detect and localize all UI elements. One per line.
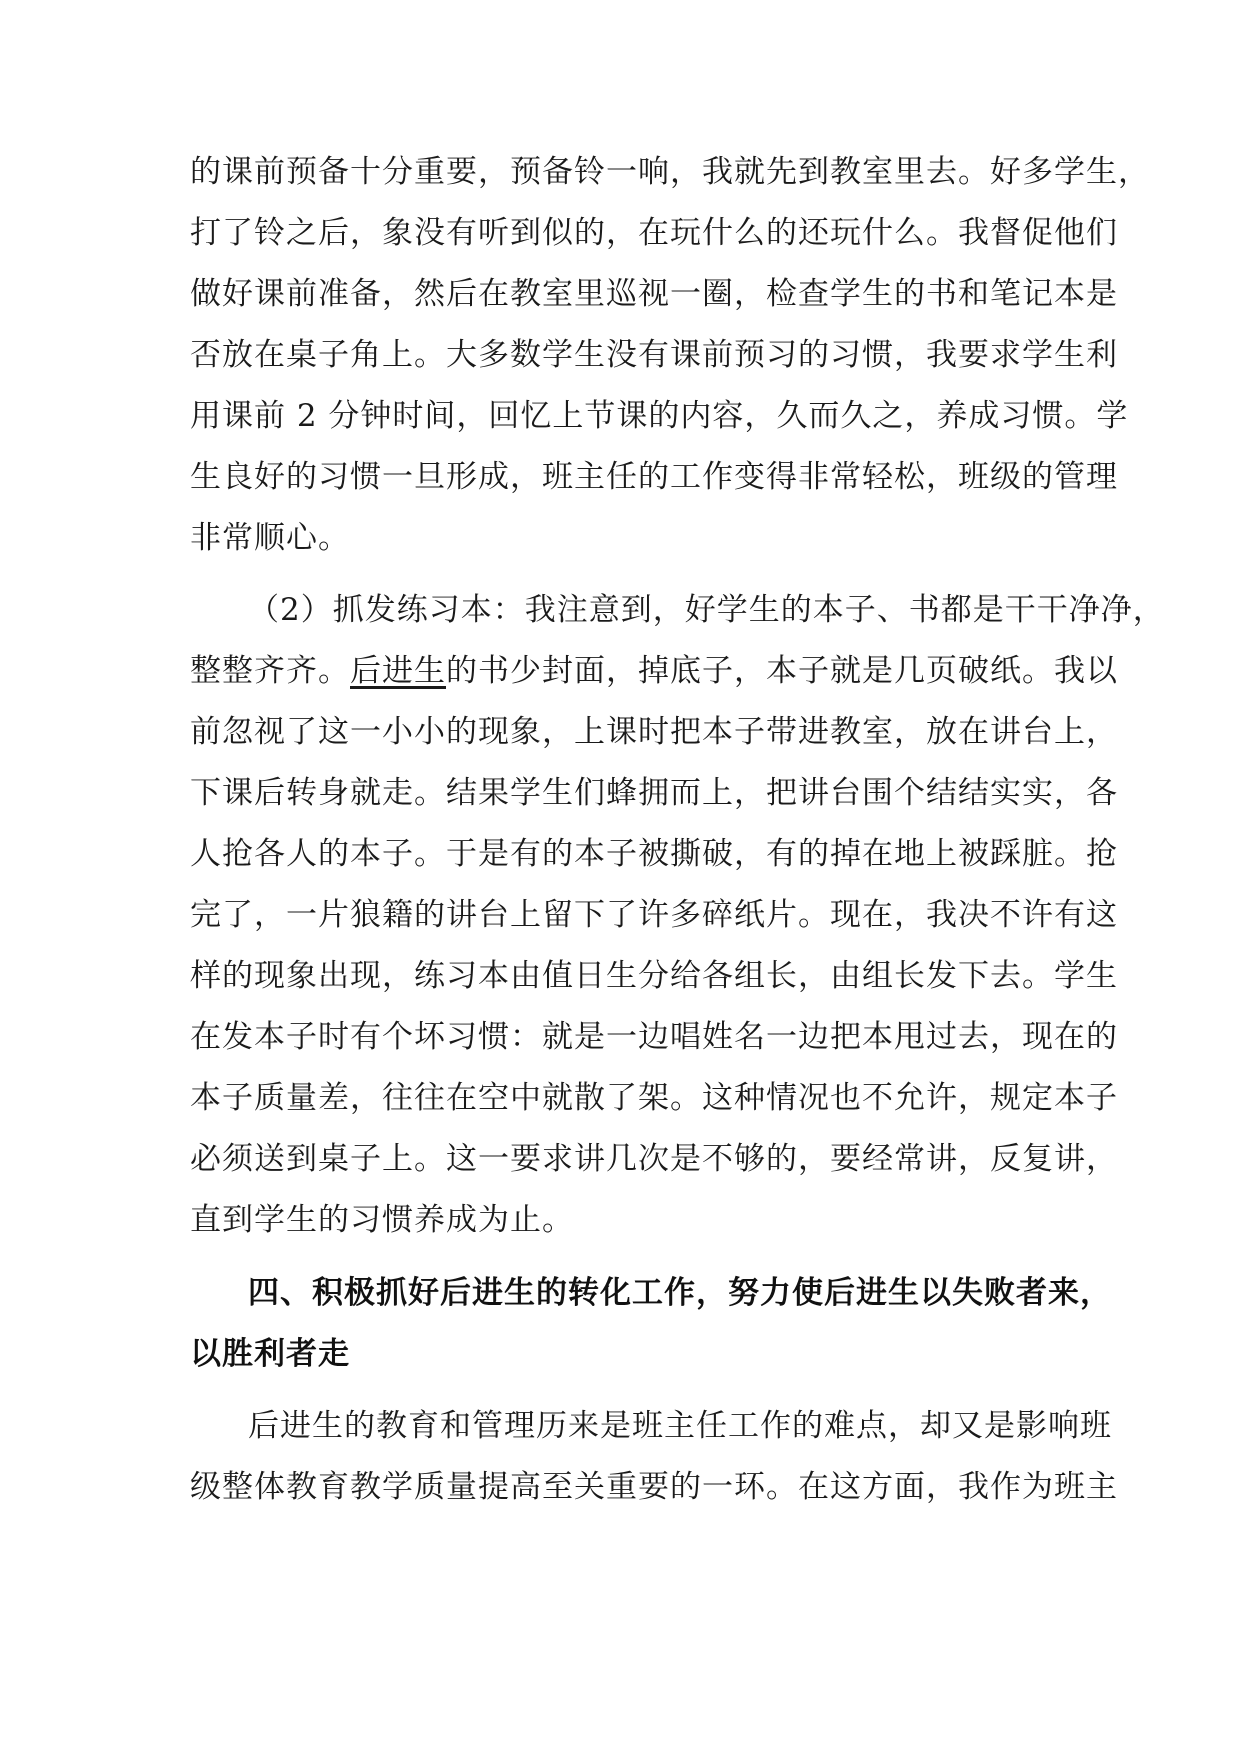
para2-line-8: 在发本子时有个坏习惯：就是一边唱姓名一边把本甩过去，现在的	[190, 1019, 1118, 1055]
para2-line-7: 样的现象出现，练习本由值日生分给各组长，由组长发下去。学生	[190, 958, 1118, 994]
para2-line-11: 直到学生的习惯养成为止。	[190, 1202, 574, 1238]
para2-line-4: 下课后转身就走。结果学生们蜂拥而上，把讲台围个结结实实，各	[190, 775, 1118, 811]
body-line-1: 的课前预备十分重要，预备铃一响，我就先到教室里去。好多学生，	[190, 154, 1150, 190]
para2-line-5: 人抢各人的本子。于是有的本子被撕破，有的掉在地上被踩脏。抢	[190, 836, 1118, 872]
text-span: 的书少封面，掉底子，本子就是几页破纸。我以	[446, 653, 1118, 689]
para2-line-10: 必须送到桌子上。这一要求讲几次是不够的，要经常讲，反复讲，	[190, 1141, 1118, 1177]
body-line-6: 生良好的习惯一旦形成，班主任的工作变得非常轻松，班级的管理	[190, 459, 1118, 495]
para2-line-3: 前忽视了这一小小的现象，上课时把本子带进教室，放在讲台上，	[190, 714, 1118, 750]
underlined-term: 后进生	[350, 653, 446, 689]
para2-line-9: 本子质量差，往往在空中就散了架。这种情况也不允许，规定本子	[190, 1080, 1118, 1116]
body-line-3: 做好课前准备，然后在教室里巡视一圈，检查学生的书和笔记本是	[190, 276, 1118, 312]
section-heading-line-2: 以胜利者走	[190, 1336, 350, 1372]
body-line-4: 否放在桌子角上。大多数学生没有课前预习的习惯，我要求学生利	[190, 337, 1118, 373]
para2-line-2	[190, 651, 1118, 691]
body-line-7: 非常顺心。	[190, 520, 350, 556]
section-heading-line-1: 四、积极抓好后进生的转化工作，努力使后进生以失败者来，	[248, 1275, 1112, 1311]
para3-line-2: 级整体教育教学质量提高至关重要的一环。在这方面，我作为班主	[190, 1469, 1118, 1505]
text-span: 整整齐齐。	[190, 653, 350, 689]
para2-line-1: （2）抓发练习本：我注意到，好学生的本子、书都是干干净净，	[248, 592, 1165, 628]
para2-line-6: 完了，一片狼籍的讲台上留下了许多碎纸片。现在，我决不许有这	[190, 897, 1118, 933]
para3-line-1: 后进生的教育和管理历来是班主任工作的难点，却又是影响班	[248, 1408, 1112, 1444]
body-line-2: 打了铃之后，象没有听到似的，在玩什么的还玩什么。我督促他们	[190, 215, 1118, 251]
body-line-5: 用课前 2 分钟时间，回忆上节课的内容，久而久之，养成习惯。学	[190, 398, 1129, 434]
